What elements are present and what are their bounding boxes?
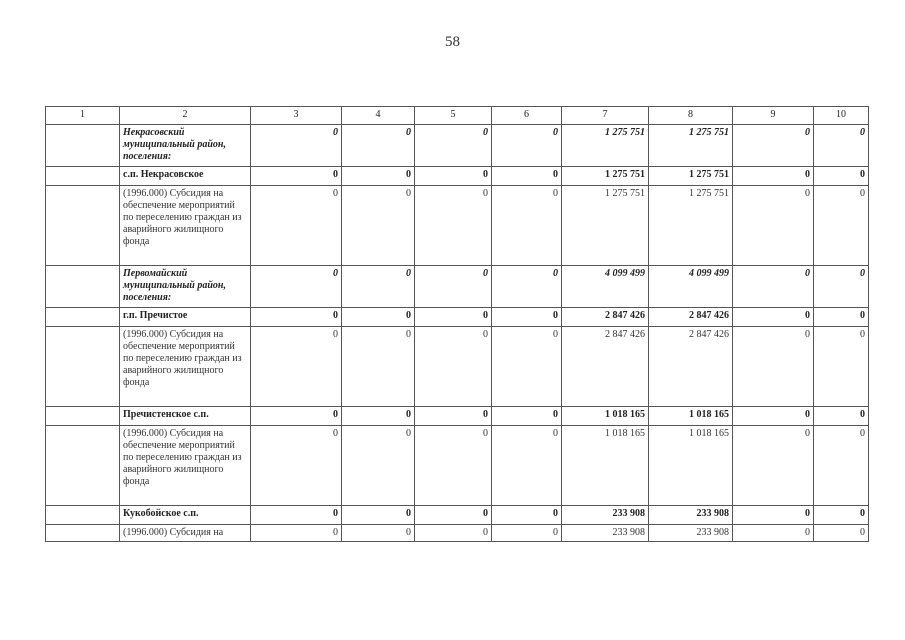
column-header: 4 (342, 107, 415, 125)
table-row (46, 407, 869, 426)
value-cell: 0 (733, 407, 814, 426)
value-cell: 0 (733, 167, 814, 186)
table-row (46, 125, 869, 167)
value-cell: 0 (342, 308, 415, 327)
row-code-cell (46, 266, 120, 308)
value-cell: 1 018 165 (649, 407, 733, 426)
value-cell: 0 (492, 426, 562, 506)
value-cell: 1 275 751 (562, 186, 649, 266)
column-header: 10 (814, 107, 869, 125)
value-cell: 0 (415, 525, 492, 542)
value-cell: 0 (415, 186, 492, 266)
page-number: 58 (445, 34, 460, 50)
value-cell: 0 (251, 407, 342, 426)
row-name-cell: (1996.000) Субсидия на (120, 525, 251, 542)
row-code-cell (46, 426, 120, 506)
column-number-row (46, 107, 869, 125)
value-cell: 0 (733, 186, 814, 266)
value-cell: 0 (342, 506, 415, 525)
value-cell: 0 (814, 266, 869, 308)
value-cell: 0 (492, 327, 562, 407)
value-cell: 4 099 499 (649, 266, 733, 308)
column-header: 8 (649, 107, 733, 125)
value-cell: 0 (733, 426, 814, 506)
value-cell: 0 (492, 407, 562, 426)
value-cell: 0 (251, 506, 342, 525)
value-cell: 233 908 (649, 525, 733, 542)
value-cell: 2 847 426 (649, 327, 733, 407)
column-header: 6 (492, 107, 562, 125)
value-cell: 0 (814, 525, 869, 542)
value-cell: 0 (251, 186, 342, 266)
value-cell: 1 018 165 (562, 407, 649, 426)
value-cell: 0 (415, 506, 492, 525)
value-cell: 233 908 (562, 525, 649, 542)
value-cell: 0 (814, 407, 869, 426)
value-cell: 0 (733, 125, 814, 167)
table-row (46, 186, 869, 266)
value-cell: 0 (492, 125, 562, 167)
row-name-cell: г.п. Пречистое (120, 308, 251, 327)
table-row (46, 327, 869, 407)
value-cell: 0 (342, 407, 415, 426)
row-name-cell: Кукобойское с.п. (120, 506, 251, 525)
value-cell: 0 (814, 167, 869, 186)
value-cell: 0 (251, 266, 342, 308)
value-cell: 0 (342, 327, 415, 407)
value-cell: 0 (814, 506, 869, 525)
value-cell: 1 275 751 (649, 125, 733, 167)
value-cell: 0 (492, 525, 562, 542)
column-header: 7 (562, 107, 649, 125)
table-row (46, 167, 869, 186)
column-header: 2 (120, 107, 251, 125)
value-cell: 1 275 751 (562, 125, 649, 167)
value-cell: 0 (415, 426, 492, 506)
value-cell: 0 (733, 308, 814, 327)
row-code-cell (46, 308, 120, 327)
row-name-cell: (1996.000) Субсидия на обеспечение мероприятий по переселению граждан из аварийного жилищного фонда (120, 426, 251, 506)
value-cell: 0 (251, 525, 342, 542)
table-row (46, 308, 869, 327)
value-cell: 0 (342, 525, 415, 542)
budget-table (45, 106, 869, 542)
value-cell: 0 (492, 506, 562, 525)
value-cell: 1 018 165 (649, 426, 733, 506)
value-cell: 0 (814, 426, 869, 506)
value-cell: 0 (492, 167, 562, 186)
value-cell: 0 (492, 308, 562, 327)
column-header: 9 (733, 107, 814, 125)
value-cell: 1 018 165 (562, 426, 649, 506)
value-cell: 0 (814, 125, 869, 167)
row-name-cell: Некрасовский муниципальный район, поселения: (120, 125, 251, 167)
value-cell: 1 275 751 (649, 186, 733, 266)
value-cell: 0 (251, 308, 342, 327)
value-cell: 0 (733, 525, 814, 542)
table-row (46, 426, 869, 506)
value-cell: 4 099 499 (562, 266, 649, 308)
value-cell: 0 (415, 327, 492, 407)
value-cell: 0 (342, 266, 415, 308)
value-cell: 0 (733, 506, 814, 525)
value-cell: 2 847 426 (562, 327, 649, 407)
value-cell: 233 908 (649, 506, 733, 525)
row-name-cell: с.п. Некрасовское (120, 167, 251, 186)
value-cell: 0 (342, 426, 415, 506)
value-cell: 0 (251, 426, 342, 506)
value-cell: 0 (342, 186, 415, 266)
table-row (46, 506, 869, 525)
value-cell: 1 275 751 (562, 167, 649, 186)
value-cell: 0 (814, 308, 869, 327)
value-cell: 0 (251, 167, 342, 186)
value-cell: 0 (733, 266, 814, 308)
table-row (46, 266, 869, 308)
value-cell: 0 (342, 167, 415, 186)
value-cell: 0 (415, 125, 492, 167)
value-cell: 0 (814, 186, 869, 266)
value-cell: 0 (342, 125, 415, 167)
value-cell: 0 (415, 167, 492, 186)
value-cell: 0 (251, 327, 342, 407)
value-cell: 2 847 426 (562, 308, 649, 327)
row-code-cell (46, 407, 120, 426)
table-body (46, 125, 869, 542)
row-code-cell (46, 186, 120, 266)
table-row (46, 525, 869, 542)
value-cell: 0 (733, 327, 814, 407)
value-cell: 0 (415, 266, 492, 308)
row-name-cell: Первомайский муниципальный район, поселения: (120, 266, 251, 308)
value-cell: 0 (415, 407, 492, 426)
row-code-cell (46, 327, 120, 407)
row-name-cell: (1996.000) Субсидия на обеспечение мероприятий по переселению граждан из аварийного жилищного фонда (120, 186, 251, 266)
row-name-cell: Пречистенское с.п. (120, 407, 251, 426)
column-header: 3 (251, 107, 342, 125)
value-cell: 0 (492, 186, 562, 266)
column-header: 5 (415, 107, 492, 125)
value-cell: 0 (415, 308, 492, 327)
value-cell: 2 847 426 (649, 308, 733, 327)
value-cell: 0 (814, 327, 869, 407)
value-cell: 0 (251, 125, 342, 167)
row-name-cell: (1996.000) Субсидия на обеспечение мероприятий по переселению граждан из аварийного жилищного фонда (120, 327, 251, 407)
row-code-cell (46, 167, 120, 186)
row-code-cell (46, 506, 120, 525)
value-cell: 0 (492, 266, 562, 308)
column-header: 1 (46, 107, 120, 125)
row-code-cell (46, 125, 120, 167)
row-code-cell (46, 525, 120, 542)
value-cell: 1 275 751 (649, 167, 733, 186)
value-cell: 233 908 (562, 506, 649, 525)
